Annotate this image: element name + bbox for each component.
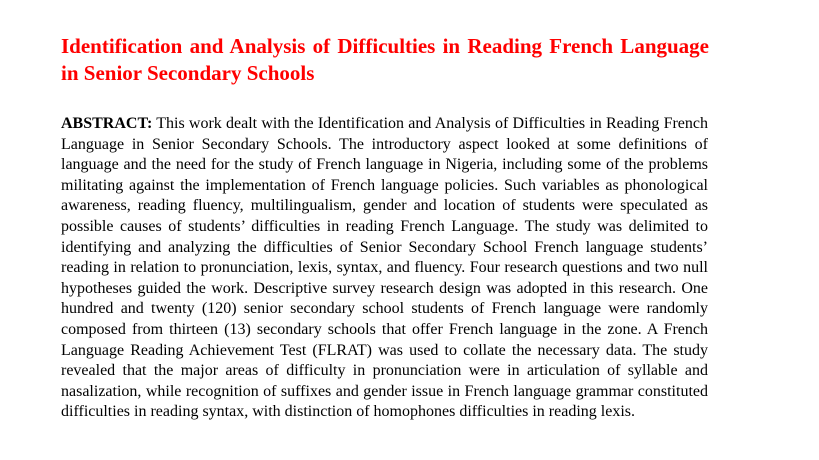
abstract-text: This work dealt with the Identification and Analysis of Difficulties in Reading French Language in Senior Secondary Schools. The introductory aspect looked at some definitions of language and the need for the study of French language in Nigeria, including some of the problems militating against the implementation of French language policies. Such variables as phonological awareness, reading fluency, multilingualism, gender and location of students were speculated as possible causes of students’ difficulties in reading French Language. The study was delimited to identifying and analyzing the difficulties of Senior Secondary School French language students’ reading in relation to pronunciation, lexis, syntax, and fluency. Four research questions and two null hypotheses guided the work. Descriptive survey research design was adopted in this research. One hundred and twenty (120) senior secondary school students of French language were randomly composed from thirteen (13) secondary schools that offer French language in the zone. A French Language Reading Achievement Test (FLRAT) was used to collate the necessary data. The study revealed that the major areas of difficulty in pronunciation were in articulation of syllable and nasalization, while recognition of suffixes and gender issue in French language grammar constituted difficulties in reading syntax, with distinction of homophones difficulties in reading lexis.: [61, 115, 708, 421]
abstract-paragraph: [61, 114, 708, 423]
paper-title: Identification and Analysis of Difficulties in Reading French Language in Senior Secondary Schools: [61, 34, 709, 85]
abstract-label: ABSTRACT:: [61, 115, 153, 132]
